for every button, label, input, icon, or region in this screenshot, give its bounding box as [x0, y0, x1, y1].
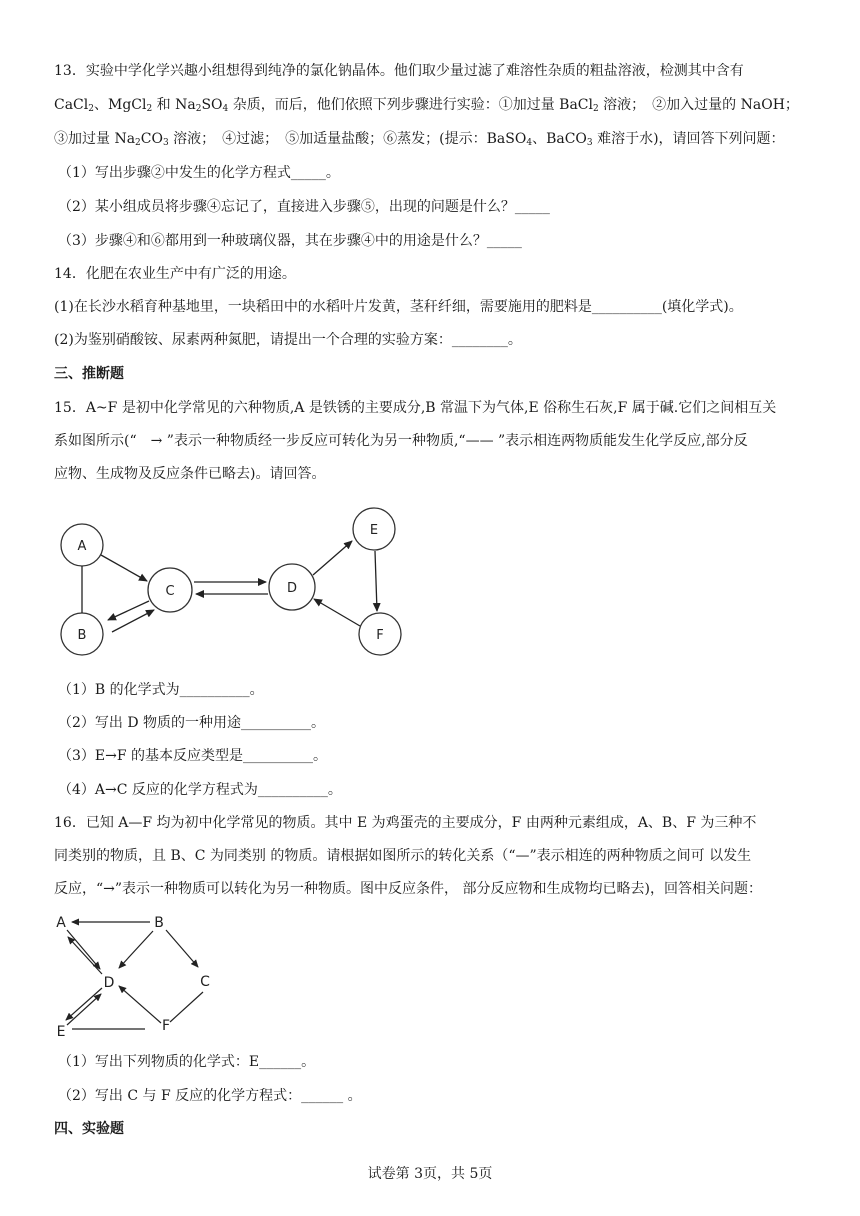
q15-part-2: （2）写出 D 物质的一种用途__________。 — [58, 715, 326, 731]
section-4-heading: 四、实验题 — [54, 1121, 124, 1137]
q15-node-c-label: C — [165, 584, 175, 599]
q15-diagram — [50, 505, 410, 665]
q15-arrow-d-e — [313, 541, 352, 575]
q16-arrow-b-c — [166, 930, 198, 967]
q16-line-1: 16．已知 A—F 均为初中化学常见的物质。其中 E 为鸡蛋壳的主要成分，F 由两种元素组成，A、B、F 为三种不 — [54, 815, 757, 831]
q15-node-a-label: A — [77, 539, 87, 554]
q16-node-c-label: C — [200, 974, 210, 990]
q15-node-e-label: E — [369, 523, 379, 538]
q13-part-3: （3）步骤④和⑥都用到一种玻璃仪器，其在步骤④中的用途是什么？_____ — [58, 233, 522, 249]
q15-part-3: （3）E→F 的基本反应类型是__________。 — [58, 748, 328, 764]
q14-part-1: (1)在长沙水稻育种基地里，一块稻田中的水稻叶片发黄，茎秆纤细，需要施用的肥料是__________(填化学式)。 — [54, 299, 743, 315]
q16-arrow-a-d — [67, 930, 100, 969]
q16-node-b-label: B — [154, 915, 164, 931]
q16-arrow-e-d — [67, 994, 101, 1025]
q15-line-2: 系如图所示(“ → ”表示一种物质经一步反应可转化为另一种物质,“—— ”表示相连两物质能发生化学反应,部分反 — [54, 433, 748, 449]
q15-arrow-e-f — [375, 551, 377, 611]
q16-part-1: （1）写出下列物质的化学式：E______。 — [58, 1054, 316, 1070]
q16-line-2: 同类别的物质，且 B、C 为同类别 的物质。请根据如图所示的转化关系（“—”表示相连的两种物质之间可 以发生 — [54, 848, 752, 864]
q16-diagram — [50, 906, 230, 1040]
q15-arrow-f-d — [314, 599, 360, 626]
q15-part-1: （1）B 的化学式为__________。 — [58, 682, 264, 698]
q14-line-1: 14．化肥在农业生产中有广泛的用途。 — [54, 266, 296, 282]
q16-arrow-b-d — [119, 931, 153, 968]
q16-node-d-label: D — [103, 975, 115, 991]
q16-arrow-d-e — [66, 988, 102, 1020]
q13-line-3: ③加过量 $Na_2CO_3$ 溶液； ④过滤； ⑤加适量盐酸；⑥蒸发；(提示：BaSO$_4$、BaCO$_3$ 难溶于水)，请回答下列问题： — [54, 131, 785, 148]
q13-line-1: 13．实验中学化学兴趣小组想得到纯净的氯化钠晶体。他们取少量过滤了难溶性杂质的粗盐溶液，检测其中含有 — [54, 63, 744, 79]
q13-line-2: CaCl$_2$、MgCl$_2$ 和 $Na_2SO_4$ 杂质，而后，他们依照下列步骤进行实验：①加过量 BaCl$_2$ 溶液； ②加入过量的 NaOH； — [54, 97, 799, 114]
q15-node-d-label: D — [286, 581, 298, 596]
q15-part-4: （4）A→C 反应的化学方程式为__________。 — [58, 782, 342, 798]
section-3-heading: 三、推断题 — [54, 366, 124, 382]
q15-arrow-b-c — [112, 610, 154, 632]
q16-part-2: （2）写出 C 与 F 反应的化学方程式：______ 。 — [58, 1088, 362, 1104]
q13-part-2: （2）某小组成员将步骤④忘记了，直接进入步骤⑤，出现的问题是什么？_____ — [58, 199, 550, 215]
q16-node-e-label: E — [56, 1024, 66, 1040]
q16-arrow-f-d — [119, 986, 161, 1023]
q13-part-1: （1）写出步骤②中发生的化学方程式_____。 — [58, 165, 340, 181]
q16-arrow-d-a — [68, 937, 102, 974]
q16-node-a-label: A — [56, 915, 66, 931]
q15-line-1: 15．A~F 是初中化学常见的六种物质,A 是铁锈的主要成分,B 常温下为气体,E 俗称生石灰,F 属于碱.它们之间相互关 — [54, 400, 777, 416]
q16-node-f-label: F — [161, 1018, 171, 1034]
q15-arrow-a-c — [101, 555, 147, 581]
q16-link-c-f — [170, 992, 203, 1022]
page-footer: 试卷第 3页，共 5页 — [367, 1166, 493, 1182]
q15-arrow-c-b — [108, 601, 149, 620]
q15-node-f-label: F — [376, 628, 384, 643]
q16-line-3: 反应，“→”表示一种物质可以转化为另一种物质。图中反应条件， 部分反应物和生成物均已略去)，回答相关问题： — [54, 881, 762, 897]
q15-line-3: 应物、生成物及反应条件已略去)。请回答。 — [54, 466, 326, 482]
q14-part-2: (2)为鉴别硝酸铵、尿素两种氮肥，请提出一个合理的实验方案：________。 — [54, 332, 522, 348]
q15-node-b-label: B — [77, 628, 87, 643]
